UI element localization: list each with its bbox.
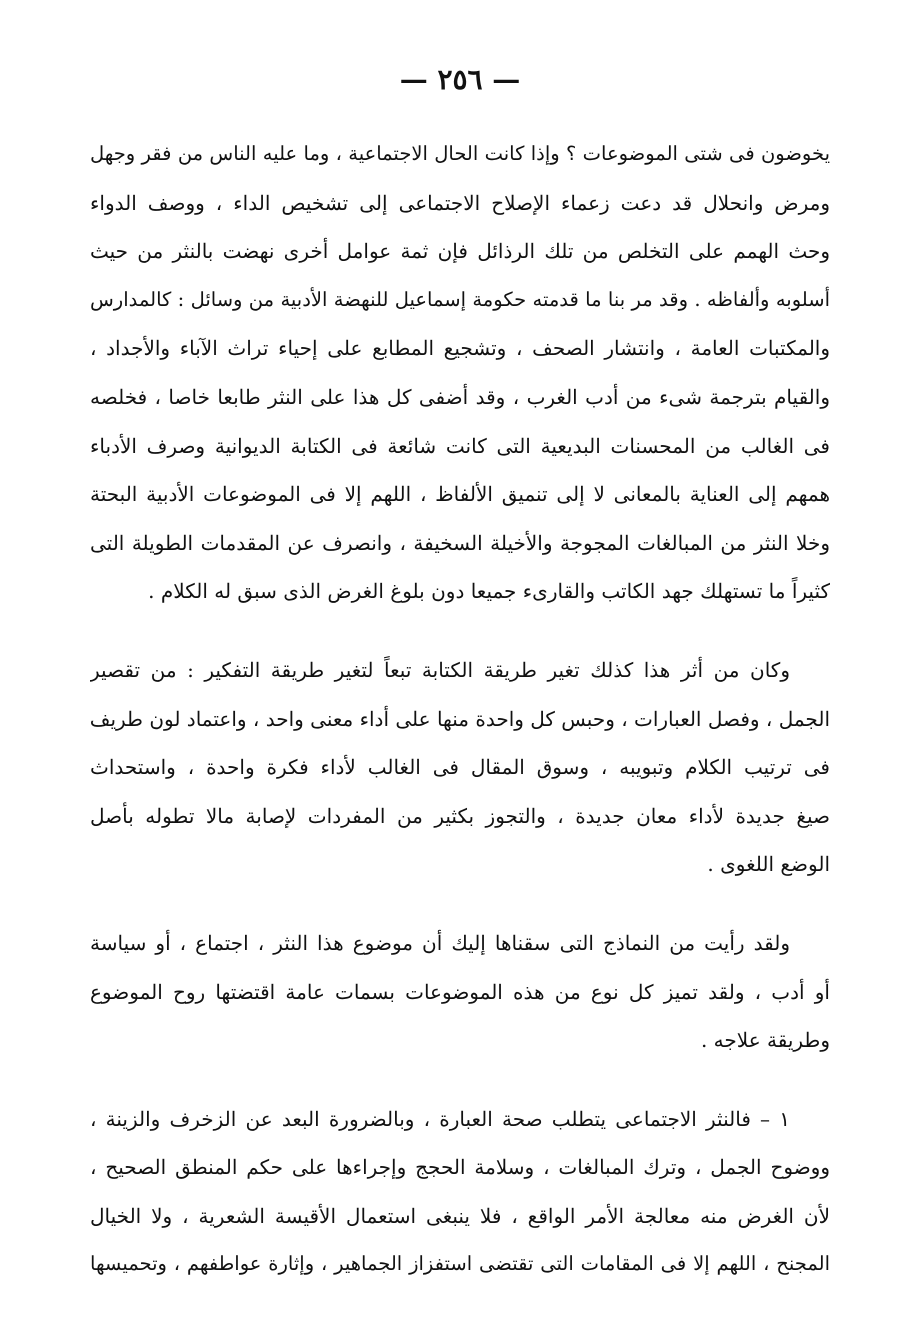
text-line: ١ – فالنثر الاجتماعى يتطلب صحة العبارة ، وبالضرورة البعد عن الزخرف والزينة ،: [90, 1106, 790, 1131]
paragraph-4: [90, 1095, 830, 1289]
paragraph-gap: [90, 889, 830, 919]
text-line: ولقد رأيت من النماذج التى سقناها إليك أن موضوع هذا النثر ، اجتماع ، أو سياسة: [90, 930, 790, 955]
text-line: وكان من أثر هذا كذلك تغير طريقة الكتابة تبعاً لتغير طريقة التفكير : من تقصير: [90, 657, 790, 682]
text-line: همهم إلى العناية بالمعانى لا إلى تنميق الألفاظ ، اللهم إلا فى الموضوعات الأدبية البحتة: [90, 482, 830, 507]
paragraph-1: [90, 130, 830, 616]
text-line: لأن الغرض منه معالجة الأمر الواقع ، فلا ينبغى استعمال الأقيسة الشعرية ، ولا الخيال: [90, 1203, 830, 1228]
text-line: كثيراً ما تستهلك جهد الكاتب والقارىء جميعا دون بلوغ الغرض الذى سبق له الكلام .: [148, 579, 830, 604]
text-line: المجنح ، اللهم إلا فى المقامات التى تقتضى استفزاز الجماهير ، وإثارة عواطفهم ، وتحميسها: [90, 1252, 830, 1276]
text-line: الجمل ، وفصل العبارات ، وحبس كل واحدة منها على أداء معنى واحد ، واعتماد لون طريف: [90, 706, 830, 731]
text-line: يخوضون فى شتى الموضوعات ؟ وإذا كانت الحال الاجتماعية ، وما عليه الناس من فقر وجهل: [90, 142, 830, 165]
paragraph-3: [90, 919, 830, 1065]
paragraph-gap: [90, 1065, 830, 1095]
book-page: [90, 60, 830, 1290]
text-line: الوضع اللغوى .: [707, 852, 830, 877]
text-line: ومرض وانحلال قد دعت زعماء الإصلاح الاجتماعى إلى تشخيص الداء ، ووصف الدواء: [90, 190, 830, 215]
text-line: فى ترتيب الكلام وتبويبه ، وسوق المقال فى الغالب لأداء فكرة واحدة ، واستحداث: [90, 755, 830, 780]
text-line: أسلوبه وألفاظه . وقد مر بنا ما قدمته حكومة إسماعيل للنهضة الأدبية من وسائل : كالمدارس: [90, 287, 830, 311]
text-line: وخلا النثر من المبالغات المجوجة والأخيلة السخيفة ، وانصرف عن المقدمات الطويلة التى: [90, 530, 830, 555]
text-line: صيغ جديدة لأداء معان جديدة ، والتجوز بكثير من المفردات لإصابة مالا تطوله بأصل: [90, 803, 830, 828]
paragraph-2: [90, 646, 830, 889]
text-line: وحث الهمم على التخلص من تلك الرذائل فإن ثمة عوامل أخرى نهضت بالنثر من حيث: [90, 239, 830, 264]
paragraph-gap: [90, 616, 830, 646]
text-line: وطريقة علاجه .: [700, 1028, 830, 1053]
text-line: فى الغالب من المحسنات البديعية التى كانت شائعة فى الكتابة الديوانية وصرف الأدباء: [90, 433, 830, 458]
text-line: ووضوح الجمل ، وترك المبالغات ، وسلامة الحجج وإجراءها على حكم المنطق الصحيح ،: [90, 1155, 830, 1180]
text-line: والمكتبات العامة ، وانتشار الصحف ، وتشجيع المطابع على إحياء تراث الآباء والأجداد ،: [90, 336, 830, 361]
text-line: والقيام بترجمة شىء من أدب الغرب ، وقد أضفى كل هذا على النثر طابعا خاصا ، فخلصه: [90, 384, 830, 409]
page-number: — ٢٥٦ —: [399, 63, 521, 96]
text-line: أو أدب ، ولقد تميز كل نوع من هذه الموضوعات بسمات عامة اقتضتها روح الموضوع: [90, 979, 830, 1004]
